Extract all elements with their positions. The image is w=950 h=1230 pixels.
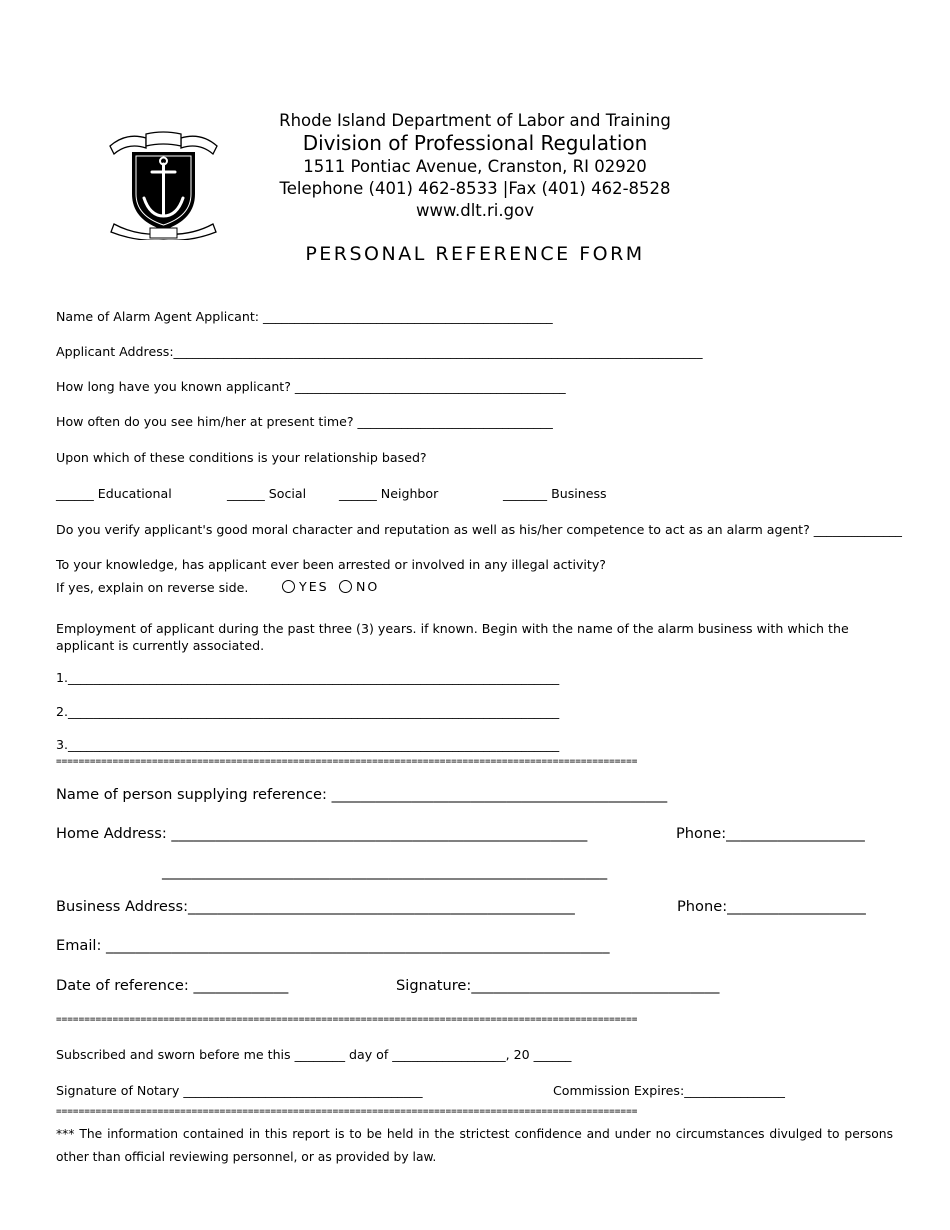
division-name: Division of Professional Regulation: [302, 131, 648, 155]
business-phone-field[interactable]: Phone:___________________: [677, 898, 866, 915]
known-duration-field[interactable]: How long have you known applicant? ___________________________________________: [56, 379, 566, 394]
department-phone-fax: Telephone (401) 462-8533 |Fax (401) 462-8528: [279, 179, 671, 198]
relationship-option-business[interactable]: _______ Business: [503, 486, 607, 501]
relationship-question: Upon which of these conditions is your relationship based?: [56, 450, 427, 465]
applicant-address-field[interactable]: Applicant Address:____________________________________________________________________________________: [56, 344, 703, 359]
see-frequency-field[interactable]: How often do you see him/her at present time? _______________________________: [56, 414, 553, 429]
business-address-field[interactable]: Business Address:_____________________________________________________: [56, 898, 575, 915]
department-name: Rhode Island Department of Labor and Training: [279, 111, 671, 130]
separator-3: =======================================================================================================: [56, 1106, 638, 1117]
yes-radio-icon[interactable]: [282, 580, 295, 593]
notary-signature-field[interactable]: Signature of Notary ______________________________________: [56, 1083, 423, 1098]
home-address-line-2[interactable]: _____________________________________________________________: [162, 863, 608, 880]
home-phone-field[interactable]: Phone:___________________: [676, 825, 865, 842]
confidentiality-note: *** The information contained in this report is to be held in the strictest confidence and under no circumstances divulged to persons other than official reviewing personnel, or as provided by law.: [56, 1127, 893, 1164]
separator-2: =======================================================================================================: [56, 1014, 638, 1025]
form-title: PERSONAL REFERENCE FORM: [305, 243, 645, 265]
home-address-field[interactable]: Home Address: _________________________________________________________: [56, 825, 588, 842]
arrest-explain-note: If yes, explain on reverse side.: [56, 580, 249, 595]
relationship-option-social[interactable]: ______ Social: [227, 486, 307, 501]
relationship-option-educational[interactable]: ______ Educational: [56, 486, 172, 501]
commission-expires-field[interactable]: Commission Expires:________________: [553, 1083, 785, 1098]
separator-1: =======================================================================================================: [56, 756, 638, 767]
reference-name-field[interactable]: Name of person supplying reference: ______________________________________________: [56, 786, 668, 803]
verify-character-field[interactable]: Do you verify applicant's good moral character and reputation as well as his/her competence to act as an alarm agent? ______________: [56, 522, 902, 537]
email-field[interactable]: Email: _____________________________________________________________________: [56, 937, 610, 954]
no-radio-icon[interactable]: [339, 580, 352, 593]
relationship-option-neighbor[interactable]: ______ Neighbor: [339, 486, 439, 501]
employment-line-1[interactable]: 1.______________________________________________________________________________: [56, 670, 560, 685]
department-website: www.dlt.ri.gov: [416, 201, 534, 220]
employment-line-3[interactable]: 3.______________________________________________________________________________: [56, 737, 560, 752]
no-label: NO: [356, 579, 380, 594]
sworn-statement-field[interactable]: Subscribed and sworn before me this ________ day of __________________, 20 ______: [56, 1047, 572, 1062]
yes-label: YES: [299, 579, 329, 594]
arrest-question: To your knowledge, has applicant ever been arrested or involved in any illegal activity?: [56, 557, 606, 572]
reference-signature-field[interactable]: Signature:__________________________________: [396, 977, 720, 994]
agent-name-field[interactable]: Name of Alarm Agent Applicant: ______________________________________________: [56, 309, 553, 324]
yes-option[interactable]: [282, 580, 329, 594]
employment-instructions: Employment of applicant during the past three (3) years. if known. Begin with the name of the alarm business with which the applicant is currently associated.: [56, 621, 849, 653]
no-option[interactable]: [339, 580, 379, 594]
reference-date-field[interactable]: Date of reference: _____________: [56, 977, 289, 994]
department-address: 1511 Pontiac Avenue, Cranston, RI 02920: [303, 157, 647, 176]
employment-line-2[interactable]: 2.______________________________________________________________________________: [56, 704, 560, 719]
